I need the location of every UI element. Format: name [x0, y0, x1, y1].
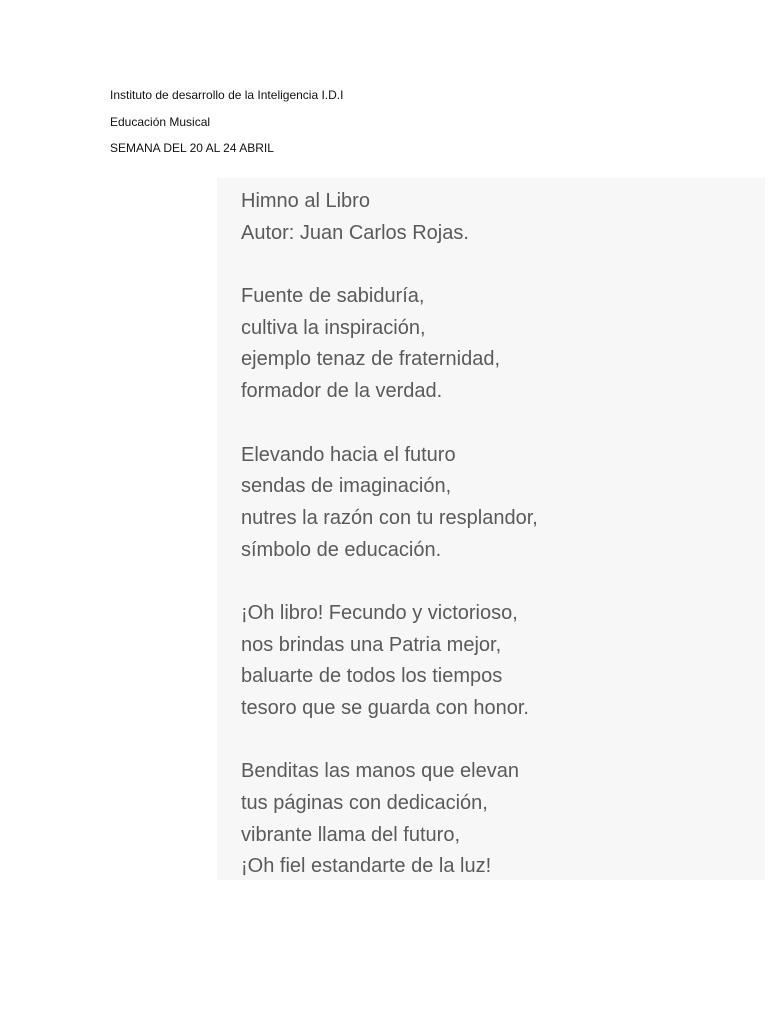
poem-line: Elevando hacia el futuro: [241, 443, 456, 466]
poem-image: [217, 178, 765, 880]
poem-line: ¡Oh fiel estandarte de la luz!: [241, 855, 492, 878]
poem-line: Fuente de sabiduría,: [241, 285, 425, 308]
subject-name: Educación Musical: [110, 114, 211, 129]
poem-line: tus páginas con dedicación,: [241, 792, 488, 815]
poem-line: vibrante llama del futuro,: [241, 823, 461, 846]
stanza-3: [241, 598, 538, 725]
stanza-gap: [241, 725, 538, 757]
week-range: SEMANA DEL 20 AL 24 ABRIL: [110, 141, 274, 155]
poem-line: formador de la verdad.: [241, 380, 443, 403]
stanza-1: [241, 281, 538, 408]
poem-line: nos brindas una Patria mejor,: [241, 633, 502, 656]
institution-name: Instituto de desarrollo de la Inteligencia I.D.I: [110, 88, 344, 102]
poem-line: baluarte de todos los tiempos: [241, 665, 503, 688]
poem-line: tesoro que se guarda con honor.: [241, 697, 529, 719]
poem-text: [241, 186, 538, 883]
poem-line: símbolo de educación.: [241, 538, 442, 561]
poem-line: ejemplo tenaz de fraternidad,: [241, 348, 501, 371]
stanza-gap: [241, 566, 538, 598]
poem-author: Autor: Juan Carlos Rojas.: [241, 221, 469, 244]
stanza-4: [241, 756, 538, 883]
poem-title: Himno al Libro: [241, 190, 370, 212]
poem-line: Benditas las manos que elevan: [241, 760, 519, 783]
poem-line: nutres la razón con tu resplandor,: [241, 506, 538, 529]
stanza-2: [241, 440, 538, 567]
stanza-gap: [241, 249, 538, 281]
poem-line: ¡Oh libro! Fecundo y victorioso,: [241, 601, 518, 624]
document-header: [110, 86, 343, 166]
poem-line: cultiva la inspiración,: [241, 316, 426, 339]
poem-line: sendas de imaginación,: [241, 475, 452, 498]
stanza-gap: [241, 408, 538, 440]
